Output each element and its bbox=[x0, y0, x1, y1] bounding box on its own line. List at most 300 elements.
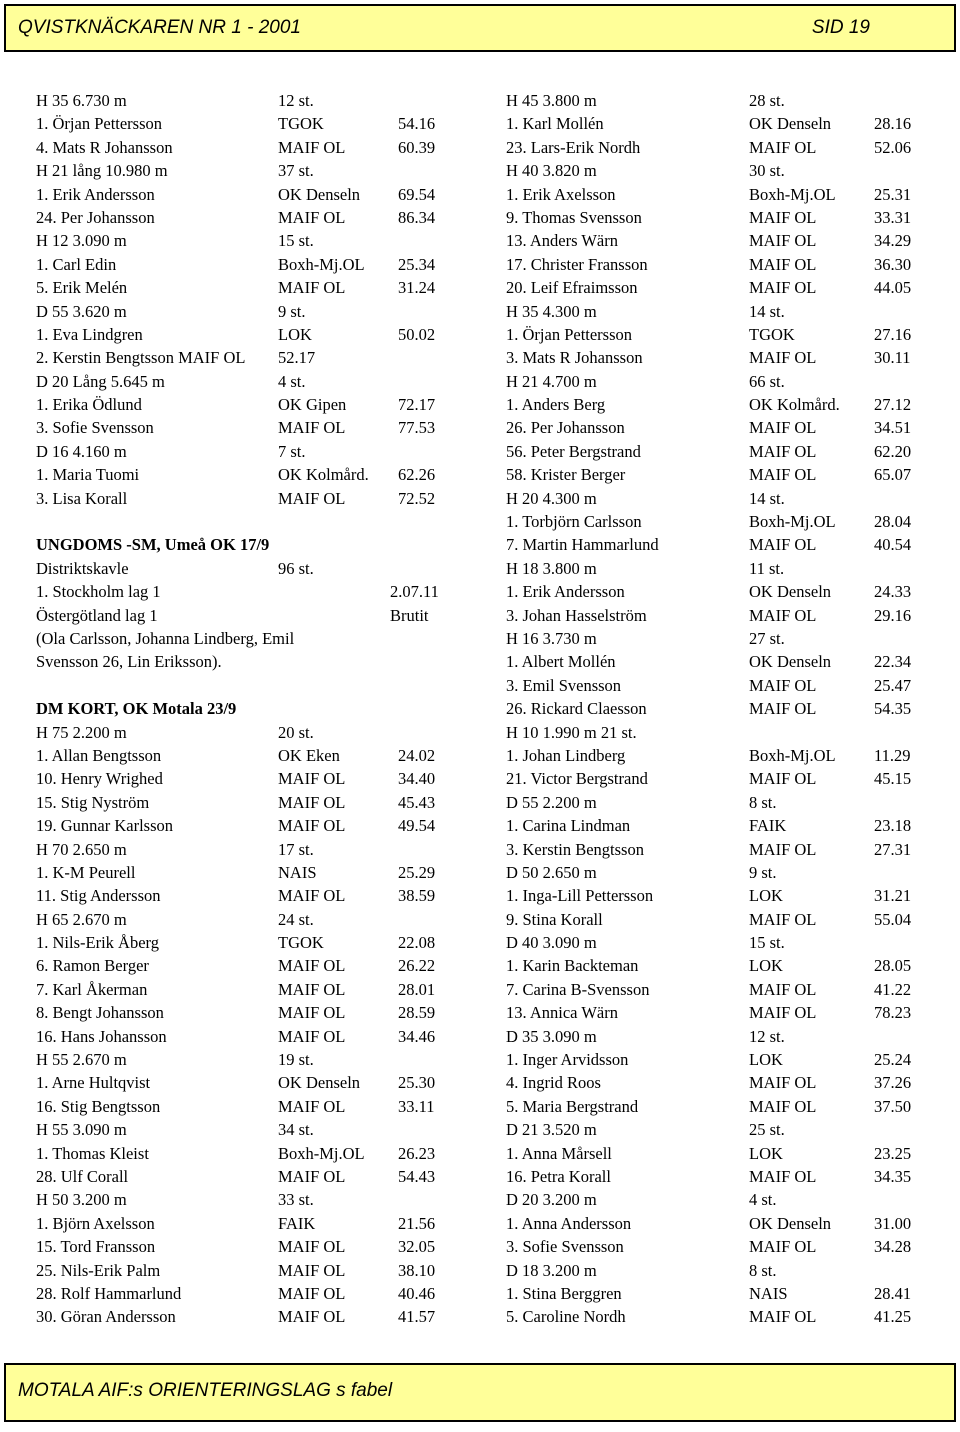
result-time: 27.12 bbox=[874, 395, 912, 415]
result-name: 9. Stina Korall bbox=[506, 909, 603, 929]
result-name: 13. Annica Wärn bbox=[506, 1003, 618, 1023]
result-row bbox=[36, 300, 456, 323]
result-time: 54.16 bbox=[398, 114, 436, 134]
result-club: MAIF OL bbox=[278, 1026, 346, 1046]
result-row bbox=[36, 323, 456, 346]
result-name: 1. Anna Andersson bbox=[506, 1213, 632, 1233]
result-club: OK Denseln bbox=[749, 582, 832, 602]
result-name: H 10 1.990 m 21 st. bbox=[506, 722, 637, 742]
result-name: 3. Lisa Korall bbox=[36, 488, 128, 508]
result-name: 5. Maria Bergstrand bbox=[506, 1096, 639, 1116]
result-row bbox=[36, 908, 456, 931]
result-row bbox=[36, 580, 456, 603]
result-time: 25.30 bbox=[398, 1073, 436, 1093]
result-row bbox=[506, 838, 926, 861]
result-row bbox=[36, 416, 456, 439]
result-time: 25.24 bbox=[874, 1050, 912, 1070]
result-time: 28.01 bbox=[398, 979, 436, 999]
result-name: 1. Karin Backteman bbox=[506, 956, 639, 976]
result-row bbox=[506, 1048, 926, 1071]
result-name: 1. Björn Axelsson bbox=[36, 1213, 155, 1233]
result-row bbox=[506, 580, 926, 603]
result-row bbox=[36, 1305, 456, 1328]
result-row bbox=[36, 604, 456, 627]
result-name: 3. Kerstin Bengtsson bbox=[506, 839, 644, 859]
result-time: 50.02 bbox=[398, 324, 436, 344]
result-row bbox=[36, 229, 456, 252]
result-row bbox=[36, 791, 456, 814]
result-club: OK Denseln bbox=[749, 114, 832, 134]
result-club: MAIF OL bbox=[749, 348, 817, 368]
result-club: 34 st. bbox=[278, 1120, 314, 1140]
results-column-left bbox=[36, 89, 456, 1329]
result-name: 4. Ingrid Roos bbox=[506, 1073, 601, 1093]
result-row bbox=[36, 697, 456, 720]
result-club: NAIS bbox=[749, 1283, 788, 1303]
result-time: 30.11 bbox=[874, 348, 911, 368]
result-row bbox=[36, 370, 456, 393]
result-club: MAIF OL bbox=[278, 488, 346, 508]
result-name: H 20 4.300 m bbox=[506, 488, 597, 508]
result-row bbox=[36, 1001, 456, 1024]
result-name: 1. Erik Andersson bbox=[506, 582, 625, 602]
result-club: 19 st. bbox=[278, 1050, 314, 1070]
result-row bbox=[36, 1025, 456, 1048]
result-time: 38.10 bbox=[398, 1260, 436, 1280]
result-row bbox=[506, 206, 926, 229]
result-time: 36.30 bbox=[874, 254, 912, 274]
result-club: MAIF OL bbox=[749, 1166, 817, 1186]
result-name: D 18 3.200 m bbox=[506, 1260, 597, 1280]
result-name: 1. Allan Bengtsson bbox=[36, 745, 162, 765]
result-club: 15 st. bbox=[278, 231, 314, 251]
result-club: LOK bbox=[749, 956, 783, 976]
result-name: 15. Tord Fransson bbox=[36, 1237, 156, 1257]
result-time: 28.41 bbox=[874, 1283, 912, 1303]
result-club: 9 st. bbox=[749, 862, 777, 882]
result-name: D 55 2.200 m bbox=[506, 792, 597, 812]
result-club: LOK bbox=[749, 1050, 783, 1070]
result-time: 72.17 bbox=[398, 395, 436, 415]
result-name: 1. Stina Berggren bbox=[506, 1283, 622, 1303]
result-name: D 20 3.200 m bbox=[506, 1190, 597, 1210]
result-club: 12 st. bbox=[278, 91, 314, 110]
result-name: 30. Göran Andersson bbox=[36, 1307, 176, 1327]
result-name: H 12 3.090 m bbox=[36, 231, 127, 251]
result-club: OK Kolmård. bbox=[749, 395, 840, 415]
result-time: 37.26 bbox=[874, 1073, 912, 1093]
result-time: 37.50 bbox=[874, 1096, 912, 1116]
result-club: Boxh-Mj.OL bbox=[749, 745, 836, 765]
result-name: D 35 3.090 m bbox=[506, 1026, 597, 1046]
result-name: DM KORT, OK Motala 23/9 bbox=[36, 699, 237, 719]
result-row bbox=[36, 89, 456, 112]
result-club: NAIS bbox=[278, 862, 317, 882]
result-time: 32.05 bbox=[398, 1237, 436, 1257]
result-club: 8 st. bbox=[749, 792, 777, 812]
result-club: 37 st. bbox=[278, 161, 314, 181]
result-name: 1. Örjan Pettersson bbox=[36, 114, 163, 134]
result-row bbox=[36, 206, 456, 229]
result-time: 22.34 bbox=[874, 652, 912, 672]
result-club: 7 st. bbox=[278, 441, 306, 461]
result-row bbox=[36, 931, 456, 954]
result-club: MAIF OL bbox=[278, 816, 346, 836]
result-name: 4. Mats R Johansson bbox=[36, 137, 173, 157]
result-row bbox=[506, 1001, 926, 1024]
result-time: 34.35 bbox=[874, 1166, 912, 1186]
result-time: 49.54 bbox=[398, 816, 436, 836]
result-club: MAIF OL bbox=[749, 231, 817, 251]
result-name: 5. Caroline Nordh bbox=[506, 1307, 626, 1327]
result-club: 66 st. bbox=[749, 371, 785, 391]
result-name: 11. Stig Andersson bbox=[36, 886, 161, 906]
result-row bbox=[36, 1259, 456, 1282]
result-club: LOK bbox=[749, 886, 783, 906]
result-row bbox=[506, 627, 926, 650]
result-club: 4 st. bbox=[278, 371, 306, 391]
result-time: 34.51 bbox=[874, 418, 912, 438]
result-row bbox=[36, 1048, 456, 1071]
result-name: H 70 2.650 m bbox=[36, 839, 127, 859]
result-time: 45.15 bbox=[874, 769, 912, 789]
result-club: OK Eken bbox=[278, 745, 340, 765]
result-name: 3. Mats R Johansson bbox=[506, 348, 643, 368]
result-row bbox=[36, 674, 456, 697]
result-club: MAIF OL bbox=[749, 207, 817, 227]
result-row bbox=[506, 1282, 926, 1305]
result-row bbox=[36, 440, 456, 463]
result-name: 26. Rickard Claesson bbox=[506, 699, 647, 719]
result-time: 33.11 bbox=[398, 1096, 435, 1116]
result-club: MAIF OL bbox=[749, 979, 817, 999]
result-row bbox=[36, 159, 456, 182]
result-name: 6. Ramon Berger bbox=[36, 956, 149, 976]
result-club: MAIF OL bbox=[749, 1073, 817, 1093]
result-time: 11.29 bbox=[874, 745, 911, 765]
result-row bbox=[506, 1025, 926, 1048]
result-time: 62.26 bbox=[398, 465, 436, 485]
result-time: 23.25 bbox=[874, 1143, 912, 1163]
result-club: MAIF OL bbox=[278, 418, 346, 438]
result-row bbox=[36, 627, 456, 650]
result-club: MAIF OL bbox=[749, 465, 817, 485]
result-club: TGOK bbox=[749, 324, 795, 344]
result-row bbox=[506, 767, 926, 790]
result-time: 55.04 bbox=[874, 909, 912, 929]
result-name: 1. Anna Mårsell bbox=[506, 1143, 612, 1163]
result-club: OK Denseln bbox=[278, 184, 361, 204]
result-club: 28 st. bbox=[749, 91, 785, 110]
result-row bbox=[36, 1282, 456, 1305]
result-name: H 21 lång 10.980 m bbox=[36, 161, 168, 181]
result-row bbox=[36, 861, 456, 884]
result-row bbox=[36, 884, 456, 907]
result-name: 1. Örjan Pettersson bbox=[506, 324, 633, 344]
result-row bbox=[506, 1071, 926, 1094]
result-time: 28.16 bbox=[874, 114, 912, 134]
result-time: 31.00 bbox=[874, 1213, 912, 1233]
result-row bbox=[506, 814, 926, 837]
result-time: 24.02 bbox=[398, 745, 436, 765]
result-club: MAIF OL bbox=[278, 1283, 346, 1303]
result-row bbox=[506, 183, 926, 206]
result-row bbox=[506, 159, 926, 182]
result-club: MAIF OL bbox=[278, 886, 346, 906]
result-row bbox=[506, 323, 926, 346]
result-time: 31.21 bbox=[874, 886, 912, 906]
result-club: Boxh-Mj.OL bbox=[278, 1143, 365, 1163]
result-time: 34.40 bbox=[398, 769, 436, 789]
result-row bbox=[506, 1118, 926, 1141]
result-row bbox=[506, 908, 926, 931]
result-name: H 40 3.820 m bbox=[506, 161, 597, 181]
result-name: 1. Stockholm lag 1 bbox=[36, 582, 161, 602]
result-row bbox=[506, 674, 926, 697]
result-name: 9. Thomas Svensson bbox=[506, 207, 642, 227]
result-club: LOK bbox=[749, 1143, 783, 1163]
result-row bbox=[506, 487, 926, 510]
result-row bbox=[36, 1235, 456, 1258]
result-club: MAIF OL bbox=[749, 1237, 817, 1257]
result-time: 65.07 bbox=[874, 465, 912, 485]
result-club: 8 st. bbox=[749, 1260, 777, 1280]
result-time: 25.29 bbox=[398, 862, 436, 882]
result-club: MAIF OL bbox=[749, 839, 817, 859]
result-name: 19. Gunnar Karlsson bbox=[36, 816, 174, 836]
result-time: 40.54 bbox=[874, 535, 912, 555]
result-row bbox=[36, 1165, 456, 1188]
result-club: MAIF OL bbox=[749, 254, 817, 274]
result-name: (Ola Carlsson, Johanna Lindberg, Emil bbox=[36, 628, 295, 648]
result-row bbox=[506, 697, 926, 720]
result-time: 41.22 bbox=[874, 979, 912, 999]
result-club: OK Denseln bbox=[749, 1213, 832, 1233]
result-time: 34.46 bbox=[398, 1026, 436, 1046]
result-name: 1. Albert Mollén bbox=[506, 652, 616, 672]
result-name: D 16 4.160 m bbox=[36, 441, 127, 461]
result-row bbox=[506, 253, 926, 276]
result-row bbox=[506, 861, 926, 884]
result-club: MAIF OL bbox=[278, 792, 346, 812]
result-club: OK Denseln bbox=[278, 1073, 361, 1093]
result-row bbox=[36, 487, 456, 510]
result-club: MAIF OL bbox=[278, 1003, 346, 1023]
result-club: 14 st. bbox=[749, 301, 785, 321]
result-club: MAIF OL bbox=[278, 1166, 346, 1186]
result-club: MAIF OL bbox=[278, 207, 346, 227]
result-row bbox=[506, 463, 926, 486]
result-club: MAIF OL bbox=[278, 979, 346, 999]
result-row bbox=[36, 253, 456, 276]
result-row bbox=[36, 1142, 456, 1165]
result-club: 11 st. bbox=[749, 558, 785, 578]
result-row bbox=[36, 346, 456, 369]
result-row bbox=[36, 393, 456, 416]
result-name: H 55 2.670 m bbox=[36, 1050, 127, 1070]
result-time: 86.34 bbox=[398, 207, 436, 227]
result-row bbox=[506, 791, 926, 814]
result-row bbox=[36, 1095, 456, 1118]
result-name: 58. Krister Berger bbox=[506, 465, 626, 485]
result-club: 9 st. bbox=[278, 301, 306, 321]
result-name: 1. Inger Arvidsson bbox=[506, 1050, 629, 1070]
result-name: 1. Carl Edin bbox=[36, 254, 117, 274]
result-row bbox=[506, 1235, 926, 1258]
result-name: 7. Karl Åkerman bbox=[36, 979, 148, 999]
result-row bbox=[506, 1305, 926, 1328]
result-time: 22.08 bbox=[398, 933, 436, 953]
result-name: H 55 3.090 m bbox=[36, 1120, 127, 1140]
result-name: D 55 3.620 m bbox=[36, 301, 127, 321]
result-club: OK Kolmård. bbox=[278, 465, 369, 485]
result-name: H 21 4.700 m bbox=[506, 371, 597, 391]
result-club: 14 st. bbox=[749, 488, 785, 508]
result-name: 7. Martin Hammarlund bbox=[506, 535, 659, 555]
result-club: FAIK bbox=[749, 816, 787, 836]
result-time: 2.07.11 bbox=[390, 582, 439, 602]
result-row bbox=[506, 1259, 926, 1282]
result-name: 10. Henry Wrighed bbox=[36, 769, 163, 789]
result-name: 1. Eva Lindgren bbox=[36, 324, 143, 344]
result-club: MAIF OL bbox=[278, 1260, 346, 1280]
result-name: 25. Nils-Erik Palm bbox=[36, 1260, 161, 1280]
result-row bbox=[36, 276, 456, 299]
result-name: 16. Stig Bengtsson bbox=[36, 1096, 161, 1116]
result-club: FAIK bbox=[278, 1213, 316, 1233]
result-name: 3. Sofie Svensson bbox=[36, 418, 154, 438]
result-row bbox=[506, 416, 926, 439]
result-club: 33 st. bbox=[278, 1190, 314, 1210]
result-time: 41.57 bbox=[398, 1307, 436, 1327]
result-club: MAIF OL bbox=[278, 278, 346, 298]
result-row bbox=[36, 510, 456, 533]
result-name: 1. Karl Mollén bbox=[506, 114, 604, 134]
result-name: 1. Johan Lindberg bbox=[506, 745, 626, 765]
result-club: 4 st. bbox=[749, 1190, 777, 1210]
result-time: 54.43 bbox=[398, 1166, 436, 1186]
result-row bbox=[36, 814, 456, 837]
result-time: 23.18 bbox=[874, 816, 912, 836]
result-name: 8. Bengt Johansson bbox=[36, 1003, 164, 1023]
result-time: 26.23 bbox=[398, 1143, 436, 1163]
result-row bbox=[506, 884, 926, 907]
result-time: 34.28 bbox=[874, 1237, 912, 1257]
result-row bbox=[506, 510, 926, 533]
result-name: D 40 3.090 m bbox=[506, 933, 597, 953]
result-row bbox=[506, 393, 926, 416]
result-club: 96 st. bbox=[278, 558, 314, 578]
result-time: 34.29 bbox=[874, 231, 912, 251]
result-name: D 21 3.520 m bbox=[506, 1120, 597, 1140]
result-name: 1. Anders Berg bbox=[506, 395, 606, 415]
result-club: 52.17 bbox=[278, 348, 316, 368]
result-club: Boxh-Mj.OL bbox=[749, 184, 836, 204]
result-name: 26. Per Johansson bbox=[506, 418, 625, 438]
result-time: 26.22 bbox=[398, 956, 436, 976]
result-club: TGOK bbox=[278, 114, 324, 134]
result-time: 69.54 bbox=[398, 184, 436, 204]
result-name: H 75 2.200 m bbox=[36, 722, 127, 742]
result-name: 1. Carina Lindman bbox=[506, 816, 631, 836]
result-time: 28.05 bbox=[874, 956, 912, 976]
result-row bbox=[506, 276, 926, 299]
result-row bbox=[506, 744, 926, 767]
result-row bbox=[36, 1212, 456, 1235]
result-row bbox=[506, 557, 926, 580]
result-club: MAIF OL bbox=[278, 769, 346, 789]
result-time: 25.31 bbox=[874, 184, 912, 204]
result-name: Distriktskavle bbox=[36, 558, 129, 578]
result-row bbox=[506, 1165, 926, 1188]
result-name: D 20 Lång 5.645 m bbox=[36, 371, 165, 391]
result-row bbox=[36, 463, 456, 486]
result-row bbox=[506, 370, 926, 393]
result-club: MAIF OL bbox=[749, 605, 817, 625]
result-name: 1. Nils-Erik Åberg bbox=[36, 933, 159, 953]
result-row bbox=[36, 1118, 456, 1141]
result-time: 31.24 bbox=[398, 278, 436, 298]
result-time: 38.59 bbox=[398, 886, 436, 906]
result-name: 1. Erika Ödlund bbox=[36, 395, 142, 415]
result-club: Boxh-Mj.OL bbox=[749, 512, 836, 532]
result-row bbox=[36, 744, 456, 767]
result-time: 40.46 bbox=[398, 1283, 436, 1303]
result-time: 54.35 bbox=[874, 699, 912, 719]
result-row bbox=[506, 533, 926, 556]
results-column-right bbox=[506, 89, 926, 1329]
result-time: 60.39 bbox=[398, 137, 436, 157]
result-name: H 45 3.800 m bbox=[506, 91, 597, 110]
result-name: 28. Ulf Corall bbox=[36, 1166, 129, 1186]
result-name: UNGDOMS -SM, Umeå OK 17/9 bbox=[36, 535, 270, 555]
result-club: MAIF OL bbox=[749, 441, 817, 461]
result-row bbox=[36, 136, 456, 159]
result-name: 3. Emil Svensson bbox=[506, 675, 622, 695]
result-name: H 18 3.800 m bbox=[506, 558, 597, 578]
result-time: 29.16 bbox=[874, 605, 912, 625]
result-row bbox=[36, 954, 456, 977]
result-name: 1. Torbjörn Carlsson bbox=[506, 512, 642, 532]
result-time: 72.52 bbox=[398, 488, 436, 508]
result-name: 21. Victor Bergstrand bbox=[506, 769, 648, 789]
result-row bbox=[36, 557, 456, 580]
result-row bbox=[506, 440, 926, 463]
result-club: MAIF OL bbox=[749, 1307, 817, 1327]
result-club: 24 st. bbox=[278, 909, 314, 929]
result-row bbox=[506, 1188, 926, 1211]
page-number: SID 19 bbox=[811, 17, 870, 38]
result-name: H 50 3.200 m bbox=[36, 1190, 127, 1210]
result-club: MAIF OL bbox=[278, 1307, 346, 1327]
result-club: Boxh-Mj.OL bbox=[278, 254, 365, 274]
result-name: Svensson 26, Lin Eriksson). bbox=[36, 652, 222, 672]
result-row bbox=[506, 300, 926, 323]
result-club: MAIF OL bbox=[278, 1096, 346, 1116]
result-club: OK Gipen bbox=[278, 395, 347, 415]
result-time: 45.43 bbox=[398, 792, 436, 812]
result-club: 30 st. bbox=[749, 161, 785, 181]
result-row bbox=[506, 1212, 926, 1235]
result-club: MAIF OL bbox=[749, 535, 817, 555]
result-time: 33.31 bbox=[874, 207, 912, 227]
result-time: 41.25 bbox=[874, 1307, 912, 1327]
result-club: OK Denseln bbox=[749, 652, 832, 672]
result-club: MAIF OL bbox=[749, 278, 817, 298]
result-time: 27.31 bbox=[874, 839, 912, 859]
result-row bbox=[36, 838, 456, 861]
result-time: 62.20 bbox=[874, 441, 912, 461]
